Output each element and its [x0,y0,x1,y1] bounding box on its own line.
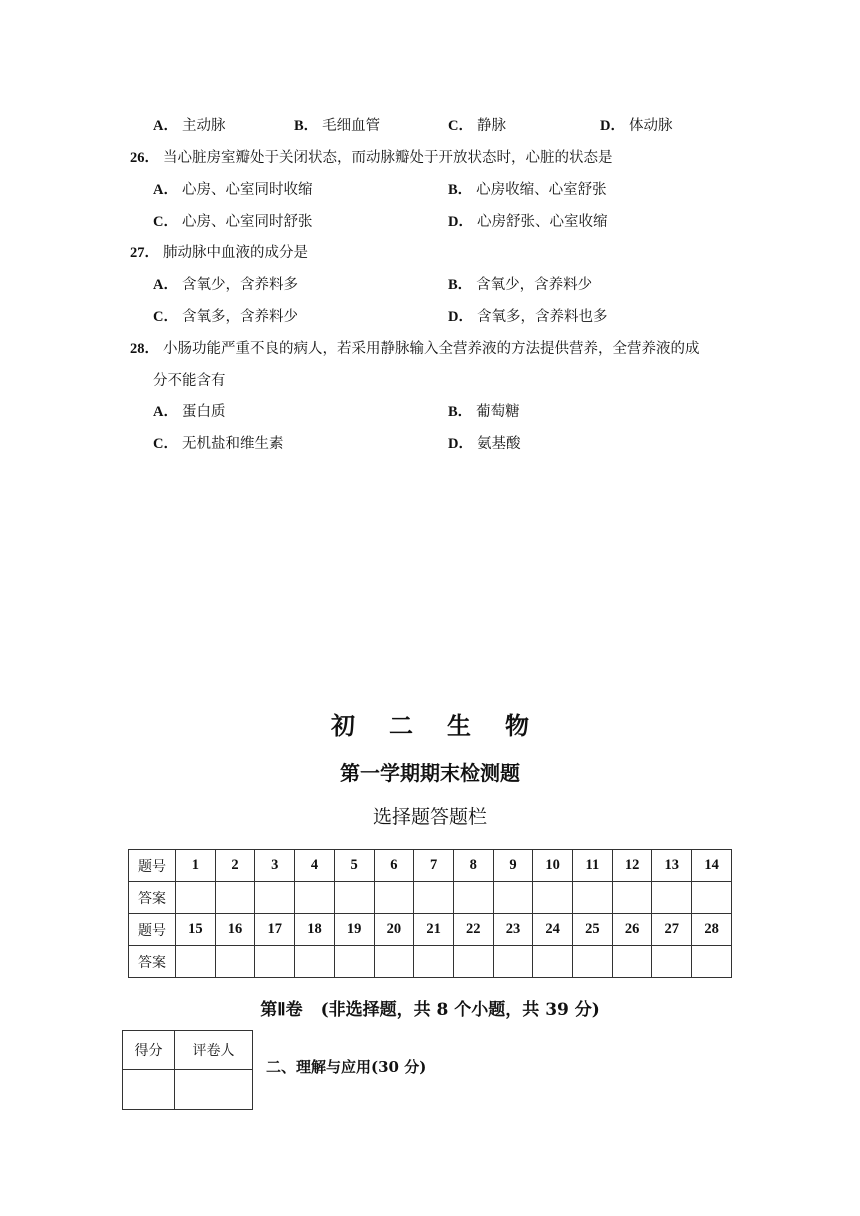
question-number-cell: 6 [374,850,414,882]
question-number: 28． [130,341,159,357]
score-cell[interactable] [123,1070,175,1110]
row-label: 答案 [129,882,176,914]
answer-cell[interactable] [334,946,374,978]
question-number-cell: 3 [255,850,295,882]
question-number: 27． [130,245,159,261]
answer-cell[interactable] [453,882,493,914]
q27-option-b [448,275,592,295]
answer-cell[interactable] [493,882,533,914]
answer-cell[interactable] [414,946,454,978]
option-label: C． [448,118,473,134]
option-text: 心房收缩、心室舒张 [476,182,607,198]
score-box [122,1030,253,1110]
option-label: B． [294,118,319,134]
q25-option-a [153,116,225,136]
option-text: 含氧多，含养料少 [181,309,298,325]
option-text: 毛细血管 [322,118,381,134]
question-number-row-1 [129,850,732,882]
grader-label: 评卷人 [175,1031,253,1070]
answer-cell[interactable] [533,946,573,978]
option-text: 氨基酸 [476,436,521,452]
option-text: 含氧少，含养料少 [476,277,593,293]
option-text: 心房、心室同时收缩 [181,182,313,198]
question-number-cell: 5 [334,850,374,882]
question-text: 肺动脉中血液的成分是 [163,245,308,261]
answer-cell[interactable] [493,946,533,978]
question-number-cell: 23 [493,914,533,946]
answer-cell[interactable] [573,946,613,978]
question-number-cell: 8 [453,850,493,882]
q26-option-c [153,212,312,232]
question-number: 26． [130,150,159,166]
question-number-cell: 10 [533,850,573,882]
q26-option-a [153,180,312,200]
option-text: 主动脉 [181,118,226,134]
answer-cell[interactable] [652,946,692,978]
option-label: D． [600,118,625,134]
answer-cell[interactable] [295,882,335,914]
question-number-cell: 21 [414,914,454,946]
q27-stem [130,243,308,263]
question-number-cell: 20 [374,914,414,946]
grader-cell[interactable] [175,1070,253,1110]
answer-sheet-title: 选择题答题栏 [372,806,487,828]
q27-option-a [153,275,298,295]
question-number-cell: 1 [176,850,216,882]
option-text: 无机盐和维生素 [181,436,284,452]
question-number-cell: 22 [453,914,493,946]
section-2-roman: Ⅱ [277,1000,286,1019]
row-label: 题号 [129,850,176,882]
option-label: B． [448,182,473,198]
q26-option-d [448,212,607,232]
q28-stem [130,339,700,359]
option-text: 含氧少，含养料多 [181,277,298,293]
option-label: B． [448,277,473,293]
row-label: 答案 [129,946,176,978]
q28-option-d [448,434,520,454]
answer-cell[interactable] [176,882,216,914]
question-text: 小肠功能严重不良的病人，若采用静脉输入全营养液的方法提供营养，全营养液的成 [163,341,700,357]
answer-table [128,849,732,978]
exam-subtitle: 第一学期期末检测题 [340,761,520,785]
answer-cell[interactable] [215,946,255,978]
answer-row-1 [129,882,732,914]
answer-cell[interactable] [573,882,613,914]
question-number-cell: 16 [215,914,255,946]
question-number-cell: 7 [414,850,454,882]
question-number-cell: 14 [692,850,732,882]
question-number-cell: 2 [215,850,255,882]
answer-cell[interactable] [414,882,454,914]
question-number-cell: 19 [334,914,374,946]
answer-cell[interactable] [692,882,732,914]
q25-option-d [600,116,672,136]
section-2-heading [0,995,860,1020]
q27-option-c [153,307,298,327]
option-text: 体动脉 [628,118,673,134]
q25-option-b [294,116,380,136]
answer-cell[interactable] [453,946,493,978]
q28-option-a [153,402,225,422]
part-2-title: 二、理解与应用(30 分) [266,1058,427,1076]
option-label: D． [448,214,473,230]
answer-cell[interactable] [295,946,335,978]
question-number-cell: 15 [176,914,216,946]
score-label: 得分 [123,1031,175,1070]
section-2-detail: (非选择题，共 8 个小题，共 39 分) [320,1000,600,1020]
question-number-cell: 28 [692,914,732,946]
option-label: D． [448,309,473,325]
answer-cell[interactable] [255,946,295,978]
question-text: 当心脏房室瓣处于关闭状态，而动脉瓣处于开放状态时，心脏的状态是 [163,150,613,166]
q28-stem-continued: 分不能含有 [153,373,226,389]
option-text: 静脉 [476,118,506,134]
section-2-prefix: 第 [260,1000,278,1020]
option-label: A． [153,118,178,134]
row-label: 题号 [129,914,176,946]
answer-row-2 [129,946,732,978]
option-text: 心房、心室同时舒张 [181,214,313,230]
option-label: B． [448,404,473,420]
q25-option-c [448,116,506,136]
question-number-cell: 13 [652,850,692,882]
option-text: 心房舒张、心室收缩 [476,214,608,230]
option-label: C． [153,214,178,230]
answer-cell[interactable] [612,882,652,914]
answer-cell[interactable] [215,882,255,914]
question-number-cell: 17 [255,914,295,946]
question-number-cell: 26 [612,914,652,946]
question-number-cell: 12 [612,850,652,882]
question-number-cell: 9 [493,850,533,882]
option-text: 葡萄糖 [476,404,520,420]
question-number-cell: 27 [652,914,692,946]
answer-cell[interactable] [533,882,573,914]
answer-cell[interactable] [652,882,692,914]
answer-cell[interactable] [692,946,732,978]
question-number-cell: 11 [573,850,613,882]
page-title: 初二生物 [331,711,563,740]
option-label: D． [448,436,473,452]
answer-cell[interactable] [334,882,374,914]
option-label: C． [153,436,178,452]
option-label: A． [153,277,178,293]
q26-option-b [448,180,607,200]
answer-cell[interactable] [176,946,216,978]
option-label: C． [153,309,178,325]
q28-option-c [153,434,283,454]
q28-option-b [448,402,520,422]
option-text: 含氧多，含养料也多 [476,309,608,325]
q27-option-d [448,307,607,327]
option-label: A． [153,404,178,420]
question-number-row-2 [129,914,732,946]
q26-stem [130,148,613,168]
question-number-cell: 18 [295,914,335,946]
answer-cell[interactable] [374,946,414,978]
answer-cell[interactable] [612,946,652,978]
question-number-cell: 24 [533,914,573,946]
question-number-cell: 25 [573,914,613,946]
section-2-suffix: 卷 [285,1000,303,1020]
question-number-cell: 4 [295,850,335,882]
option-text: 蛋白质 [181,404,226,420]
answer-cell[interactable] [374,882,414,914]
option-label: A． [153,182,178,198]
answer-cell[interactable] [255,882,295,914]
